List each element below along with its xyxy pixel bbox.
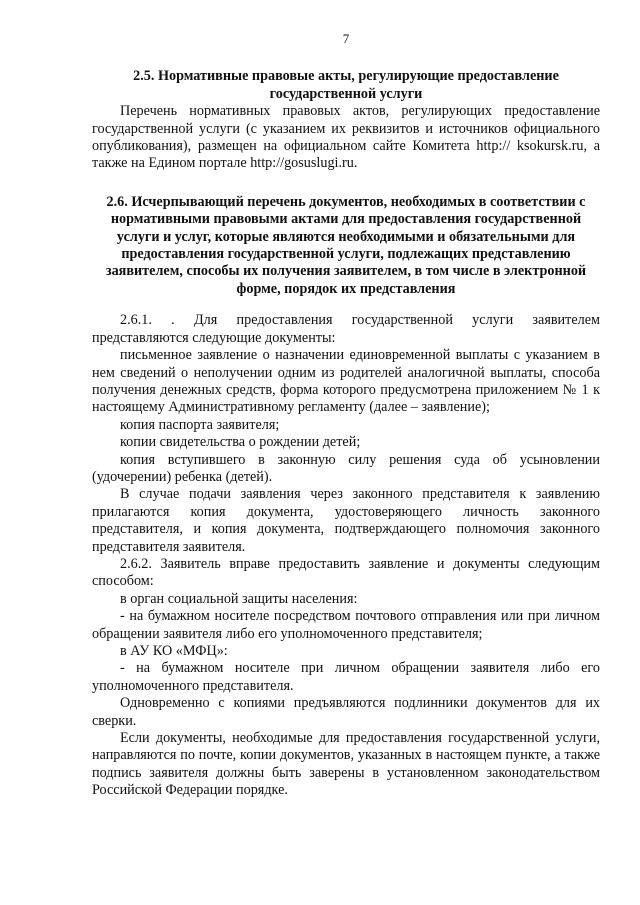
page-number: 7	[342, 31, 350, 46]
paragraph-originals: Одновременно с копиями предъявляются подлинники документов для их сверки.	[92, 695, 600, 729]
list-item-passport-copy: копия паспорта заявителя;	[120, 416, 280, 433]
section-2-6-heading: 2.6. Исчерпывающий перечень документов, необходимых в соответствии с нормативными правовыми актами для предоставления государственной услуги и услуг, которые являются необходимыми и обязательными для предоставления государственной услуги, подлежащих представлению заявителем, способы их получения заявителем, в том числе в электронной форме, порядок их представления	[105, 193, 587, 297]
section-2-5-heading: 2.5. Нормативные правовые акты, регулирующие предоставление государственной услуги	[133, 68, 559, 102]
paragraph-2-6-1: 2.6.1. . Для предоставления государственной услуги заявителем представляются следующие документы:	[92, 312, 600, 346]
list-item-paper-personal: - на бумажном носителе при личном обращении заявителя либо его уполномоченного представителя.	[92, 660, 600, 694]
section-2-5-text: Перечень нормативных правовых актов, регулирующих предоставление государственной услуги (с указанием их реквизитов и источников официального опубликования), размещен на официальном сайте Комитета http:// ksokursk.ru, а также на Едином портале http://gosuslugi.ru.	[92, 103, 600, 172]
paragraph-postal-certification: Если документы, необходимые для предоставления государственной услуги, направляются по почте, копии документов, указанных в настоящем пункте, а также подпись заявителя должны быть заверены в установленном законодательством Российской Федерации порядке.	[92, 730, 600, 799]
paragraph-social-protection: в орган социальной защиты населения:	[120, 590, 358, 607]
paragraph-2-6-2: 2.6.2. Заявитель вправе предоставить заявление и документы следующим способом:	[92, 555, 600, 590]
paragraph-mfc: в АУ КО «МФЦ»:	[120, 643, 228, 659]
list-item-birth-certificates: копии свидетельства о рождении детей;	[120, 434, 361, 451]
document-page	[92, 30, 600, 800]
list-item-application: письменное заявление о назначении единовременной выплаты с указанием в нем сведений о неполучении одним из родителей аналогичной выплаты, способа получения денежных средств, форма которого предусмотрена приложением № 1 к настоящему Административному регламенту (далее – заявление);	[92, 347, 600, 416]
list-item-paper-postal: - на бумажном носителе посредством почтового отправления или при личном обращении заявителя либо его уполномоченного представителя;	[92, 608, 600, 642]
list-item-court-decision: копия вступившего в законную силу решения суда об усыновлении (удочерении) ребенка (детей).	[92, 451, 600, 485]
paragraph-legal-representative: В случае подачи заявления через законного представителя к заявлению прилагаются копия документа, удостоверяющего личность законного представителя, и копия документа, подтверждающего полномочия законного представителя заявителя.	[92, 486, 600, 555]
